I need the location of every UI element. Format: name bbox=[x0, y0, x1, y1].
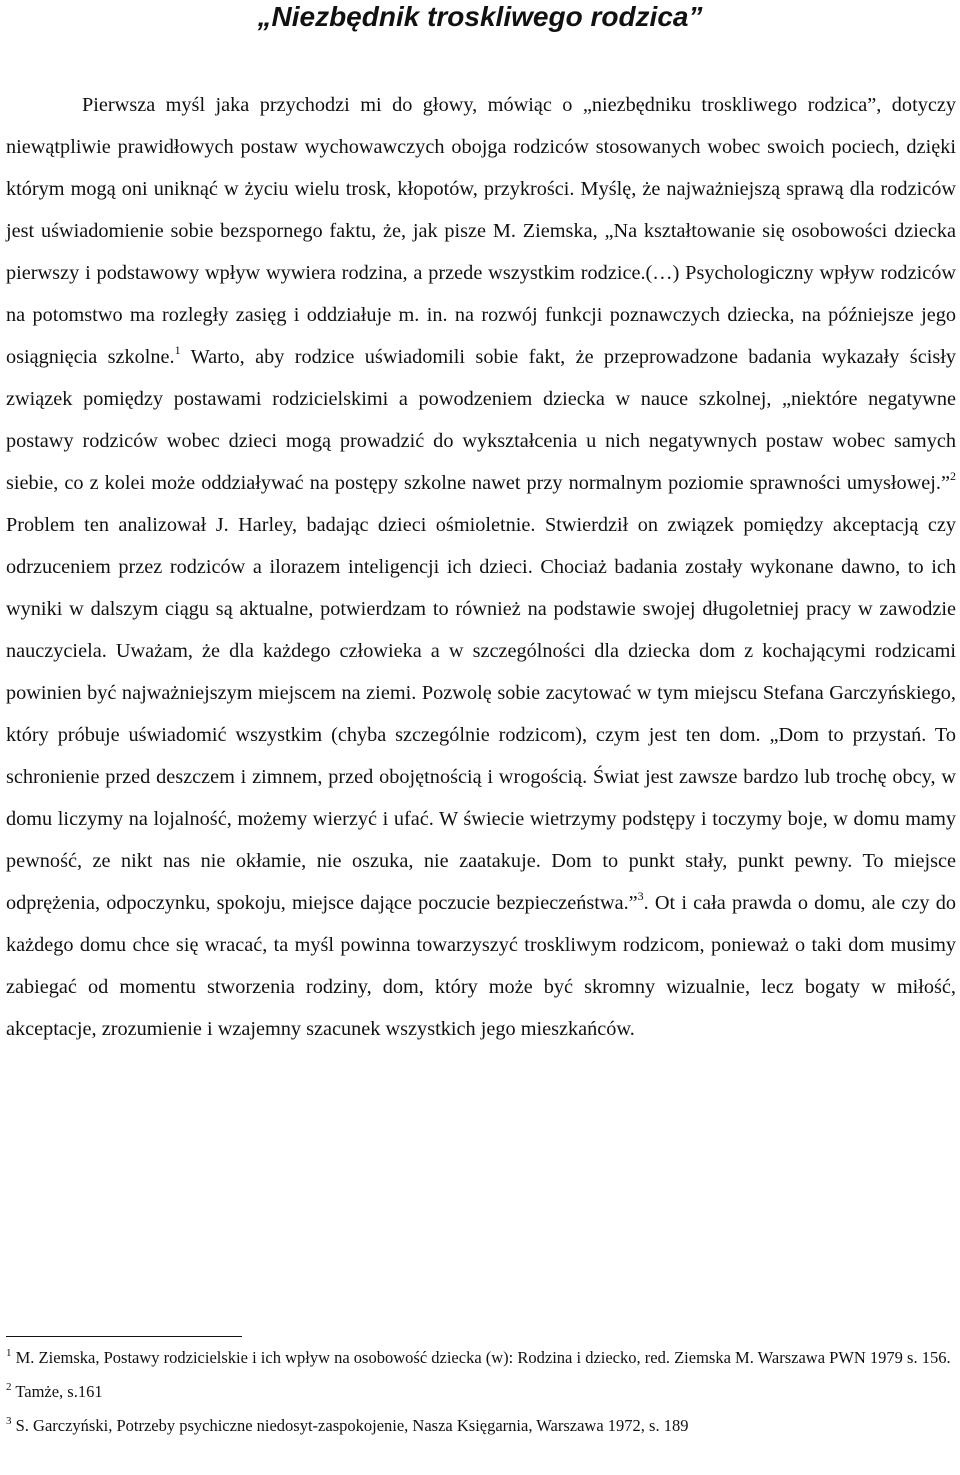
footnote-text: S. Garczyński, Potrzeby psychiczne niedosyt-zaspokojenie, Nasza Księgarnia, Warszawa 1972, s. 189 bbox=[11, 1416, 689, 1435]
paragraph-part-3: Problem ten analizował J. Harley, badając dzieci ośmioletnie. Stwierdził on związek pomiędzy akceptacją czy odrzuceniem przez rodziców a ilorazem inteligencji ich dzieci. Chociaż badania zostały wykonane dawno, to ich wyniki w dalszym ciągu są aktualne, potwierdzam to również na podstawie swojej długoletniej pracy w zawodzie nauczyciela. Uważam, że dla każdego człowieka a w szczególności dla dziecka dom z kochającymi rodzicami powinien być najważniejszym miejscem na ziemi. Pozwolę sobie zacytować w tym miejscu Stefana Garczyńskiego, który próbuje uświadomić wszystkim (chyba szczególnie rodzicom), czym jest ten dom. „Dom to przystań. To schronienie przed deszczem i zimnem, przed obojętnością i wrogością. Świat jest zawsze bardzo lub trochę obcy, w domu liczymy na lojalność, możemy wierzyć i ufać. W świecie wietrzymy podstępy i toczymy boje, w domu mamy pewność, ze nikt nas nie okłamie, nie oszuka, nie zaatakuje. Dom to punkt stały, punkt pewny. To miejsce odprężenia, odpoczynku, spokoju, miejsce dające poczucie bezpieczeństwa.” bbox=[6, 514, 956, 914]
footnote-ref-2: 2 bbox=[950, 469, 956, 483]
footnote-text: Tamże, s.161 bbox=[11, 1382, 103, 1401]
footnote-ref-3: 3 bbox=[637, 889, 644, 903]
footnote-2 bbox=[6, 1379, 956, 1405]
footnote-number: 2 bbox=[6, 1381, 12, 1393]
footnote-separator bbox=[6, 1336, 242, 1337]
footnote-text: M. Ziemska, Postawy rodzicielskie i ich wpływ na osobowość dziecka (w): Rodzina i dziecko, red. Ziemska M. Warszawa PWN 1979 s. 156. bbox=[11, 1348, 951, 1367]
footnote-1 bbox=[6, 1345, 956, 1371]
footnotes bbox=[6, 1345, 956, 1447]
footnote-number: 3 bbox=[6, 1415, 12, 1427]
paragraph-part-4: . Ot i cała prawda o domu, ale czy do każdego domu chce się wracać, ta myśl powinna towarzyszyć troskliwym rodzicom, ponieważ o taki dom musimy zabiegać od momentu stworzenia rodziny, dom, który może być skromny wizualnie, lecz bogaty w miłość, akceptacje, zrozumienie i wzajemny szacunek wszystkich jego mieszkańców. bbox=[6, 892, 956, 1040]
paragraph-part-2: Warto, aby rodzice uświadomili sobie fakt, że przeprowadzone badania wykazały ścisły związek pomiędzy postawami rodzicielskimi a powodzeniem dziecka w nauce szkolnej, „niektóre negatywne postawy rodziców wobec dzieci mogą prowadzić do wykształcenia u nich negatywnych postaw wobec samych siebie, co z kolei może oddziaływać na postępy szkolne nawet przy normalnym poziomie sprawności umysłowej.” bbox=[6, 346, 956, 494]
footnote-ref-1: 1 bbox=[174, 343, 181, 357]
paragraph-part-1: Pierwsza myśl jaka przychodzi mi do głowy, mówiąc o „niezbędniku troskliwego rodzica”, dotyczy niewątpliwie prawidłowych postaw wychowawczych obojga rodziców stosowanych wobec swoich pociech, dzięki którym mogą oni uniknąć w życiu wielu trosk, kłopotów, przykrości. Myślę, że najważniejszą sprawą dla rodziców jest uświadomienie sobie bezspornego faktu, że, jak pisze M. Ziemska, „Na kształtowanie się osobowości dziecka pierwszy i podstawowy wpływ wywiera rodzina, a przede wszystkim rodzice.(…) Psychologiczny wpływ rodziców na potomstwo ma rozległy zasięg i oddziałuje m. in. na rozwój funkcji poznawczych dziecka, na późniejsze jego osiągnięcia szkolne. bbox=[6, 94, 956, 368]
footnote-3 bbox=[6, 1413, 956, 1439]
document-title: „Niezbędnik troskliwego rodzica” bbox=[257, 1, 703, 32]
footnote-number: 1 bbox=[6, 1347, 12, 1359]
main-paragraph bbox=[6, 84, 956, 1050]
